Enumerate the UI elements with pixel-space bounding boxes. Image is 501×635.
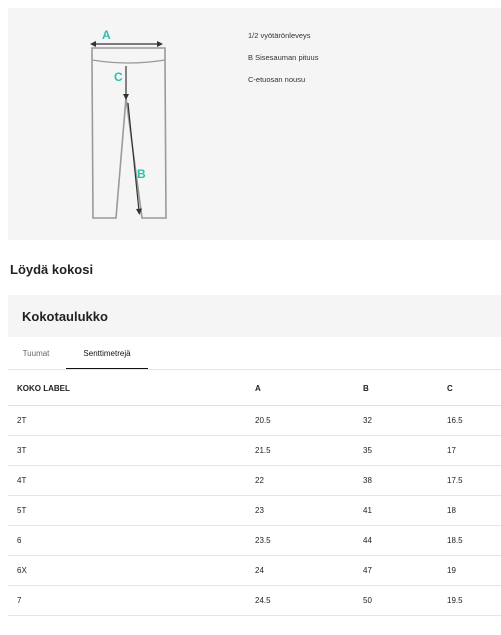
cell-a: 22 [255,465,363,495]
cell-size: 4T [8,465,255,495]
cell-a: 24 [255,555,363,585]
cell-c: 16.5 [447,405,501,435]
cell-b: 44 [363,525,447,555]
cell-c: 19 [447,555,501,585]
table-row [8,435,501,465]
cell-b: 47 [363,555,447,585]
column-header-size-label: KOKO LABEL [8,373,255,405]
cell-a: 23.5 [255,525,363,555]
measurement-diagram-panel [8,8,501,240]
size-table [8,373,501,616]
table-header-row [8,373,501,405]
table-row [8,465,501,495]
column-header-c: C [447,373,501,405]
cell-size: 7 [8,585,255,615]
column-header-b: B [363,373,447,405]
table-row [8,495,501,525]
cell-a: 21.5 [255,435,363,465]
size-chart-title: Kokotaulukko [22,309,108,324]
table-row [8,405,501,435]
table-row [8,555,501,585]
cell-size: 5T [8,495,255,525]
label-a: A [102,28,111,42]
cell-a: 24.5 [255,585,363,615]
tab-inches[interactable]: Tuumat [22,349,50,358]
cell-b: 50 [363,585,447,615]
cell-size: 6X [8,555,255,585]
legend-b: B Sisesauman pituus [248,53,319,62]
pants-outline [92,48,166,218]
label-c: C [114,70,123,84]
unit-tabs [8,340,501,370]
label-b: B [137,167,146,181]
cell-b: 41 [363,495,447,525]
column-header-a: A [255,373,363,405]
cell-a: 20.5 [255,405,363,435]
legend-a: 1/2 vyötärönleveys [248,31,311,40]
find-size-heading: Löydä kokosi [10,262,94,277]
tab-centimeters[interactable]: Senttimetrejä [66,340,148,369]
cell-c: 19.5 [447,585,501,615]
cell-size: 3T [8,435,255,465]
waistband-line [92,60,165,63]
legend-c: C-etuosan nousu [248,75,306,84]
cell-b: 35 [363,435,447,465]
cell-size: 6 [8,525,255,555]
cell-a: 23 [255,495,363,525]
table-row [8,525,501,555]
cell-size: 2T [8,405,255,435]
measurement-legend [248,30,318,96]
size-chart-header [8,295,501,337]
table-row [8,585,501,615]
cell-c: 18.5 [447,525,501,555]
cell-b: 32 [363,405,447,435]
arrow-b [128,103,139,211]
cell-c: 18 [447,495,501,525]
cell-b: 38 [363,465,447,495]
pants-diagram [8,8,228,240]
cell-c: 17.5 [447,465,501,495]
cell-c: 17 [447,435,501,465]
